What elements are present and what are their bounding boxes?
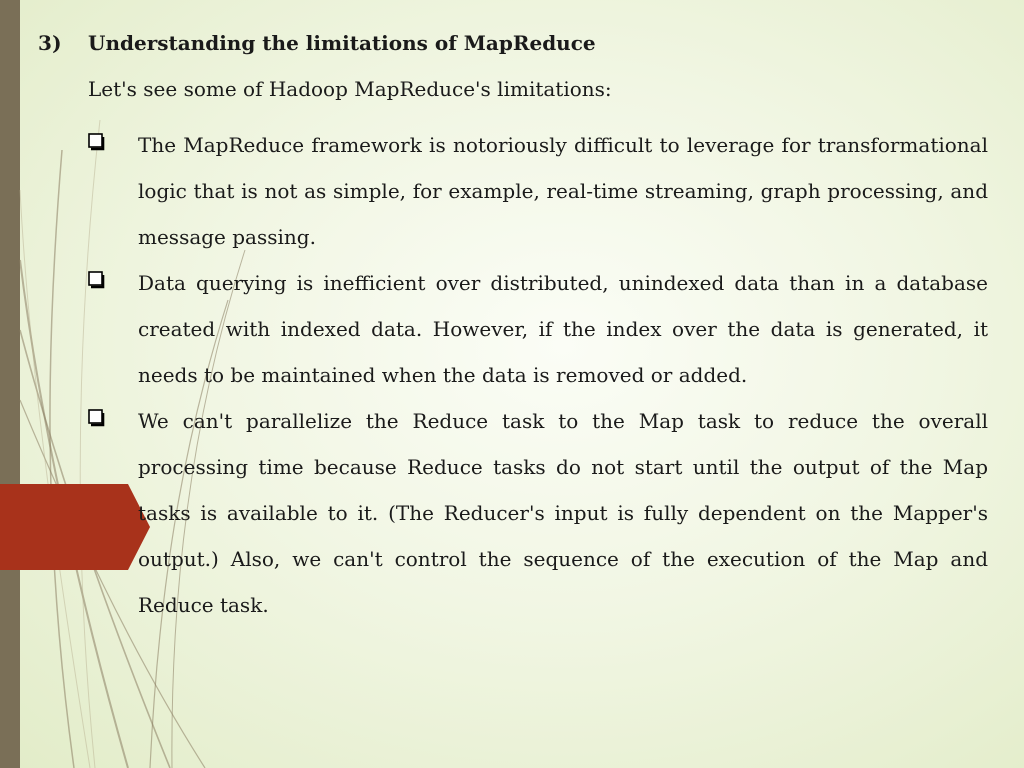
- section-number: 3): [38, 31, 62, 55]
- bullet-text: We can't parallelize the Reduce task to the Map task to reduce the overall processing time because Reduce tasks do not start until the output of the Map tasks is available to it. (The Reducer's input is fully dependent on the Mapper's output.) Also, we can't control the sequence of the execution of the Map and Reduce task.: [138, 409, 988, 617]
- bullet-item: [88, 122, 988, 260]
- bullet-item: [88, 398, 988, 628]
- bullet-item: [88, 260, 988, 398]
- bullet-text: Data querying is inefficient over distributed, unindexed data than in a database created with indexed data. However, if the index over the data is generated, it needs to be maintained when the data is removed or added.: [138, 271, 988, 387]
- bullet-list: [88, 122, 988, 628]
- checkbox-square-icon: [88, 271, 107, 290]
- checkbox-square-icon: [88, 409, 107, 428]
- bullet-text: The MapReduce framework is notoriously difficult to leverage for transformational logic that is not as simple, for example, real-time streaming, graph processing, and message passing.: [138, 133, 988, 249]
- section-title: Understanding the limitations of MapReduce: [88, 31, 596, 55]
- checkbox-square-icon: [88, 133, 107, 152]
- intro-text: Let's see some of Hadoop MapReduce's limitations:: [88, 77, 612, 101]
